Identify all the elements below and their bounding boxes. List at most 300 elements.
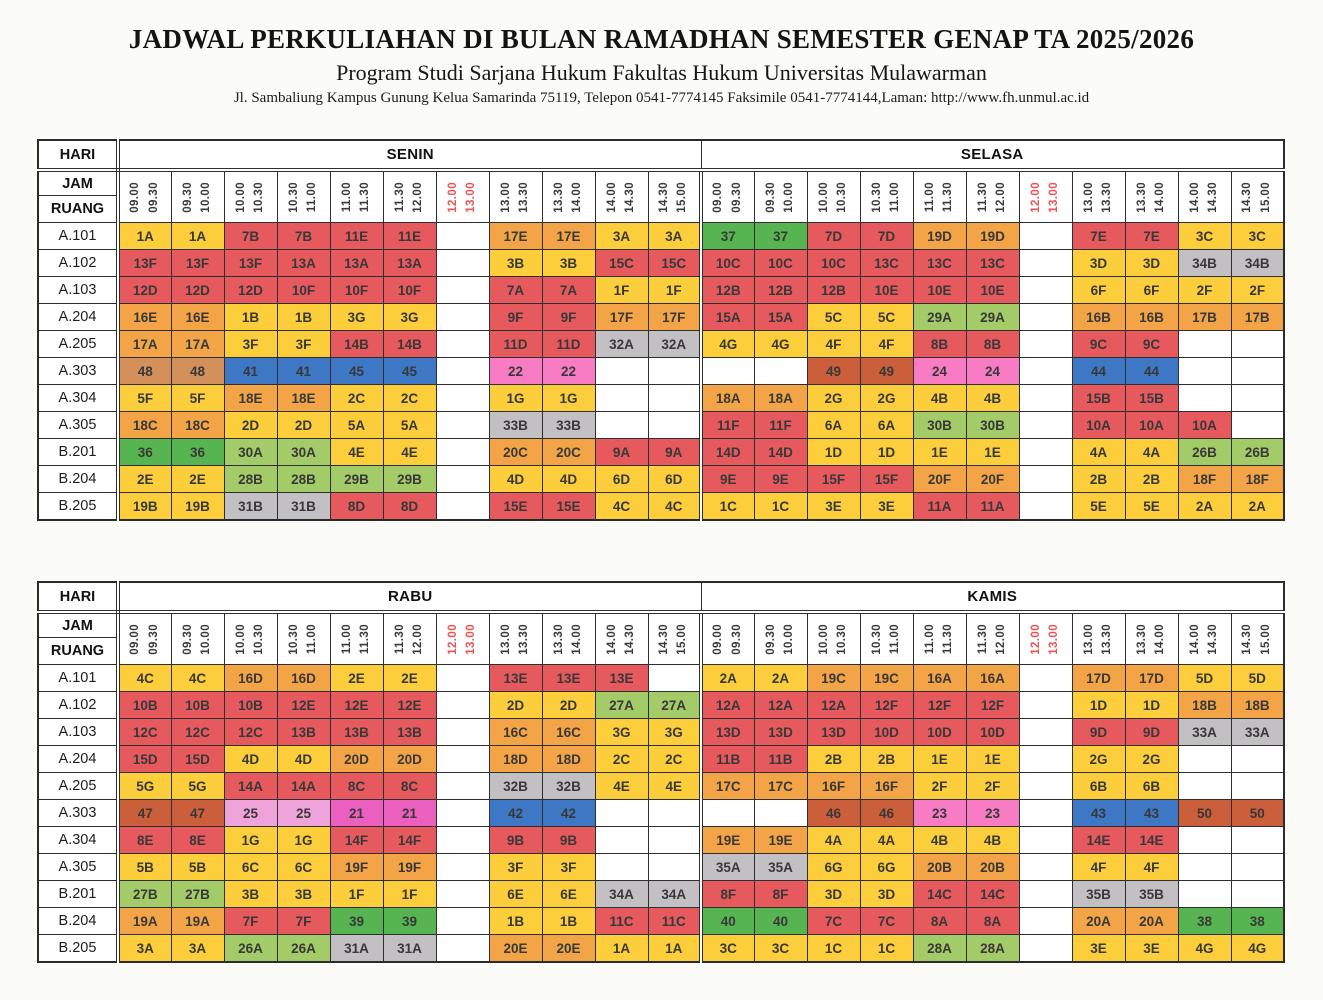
ruang-header: RUANG xyxy=(38,638,118,665)
time-label: 11.30 xyxy=(976,181,989,213)
time-slot-header xyxy=(330,612,383,665)
class-slot: 16D xyxy=(224,665,277,692)
class-slot: 40 xyxy=(701,908,754,935)
schedule-row xyxy=(38,746,1284,773)
class-slot: 3A xyxy=(648,223,701,250)
break-slot xyxy=(436,800,489,827)
class-slot: 1G xyxy=(277,827,330,854)
time-label: 11.00 xyxy=(340,623,353,655)
class-slot: 6B xyxy=(1125,773,1178,800)
time-slot-header xyxy=(383,612,436,665)
class-slot: 19A xyxy=(171,908,224,935)
class-slot: 34B xyxy=(1178,250,1231,277)
class-slot: 10F xyxy=(330,277,383,304)
class-slot: 16A xyxy=(966,665,1019,692)
class-slot: 33B xyxy=(542,412,595,439)
class-slot: 1F xyxy=(648,277,701,304)
time-slot-header xyxy=(330,170,383,223)
class-slot: 22 xyxy=(542,358,595,385)
empty-slot xyxy=(595,412,648,439)
class-slot: 9D xyxy=(1072,719,1125,746)
schedule-row xyxy=(38,493,1284,521)
class-slot: 5E xyxy=(1125,493,1178,521)
class-slot: 33B xyxy=(489,412,542,439)
class-slot: 19B xyxy=(118,493,171,521)
class-slot: 18F xyxy=(1178,466,1231,493)
class-slot: 13E xyxy=(489,665,542,692)
class-slot: 37 xyxy=(754,223,807,250)
class-slot: 14B xyxy=(383,331,436,358)
empty-slot xyxy=(648,827,701,854)
day-header-selasa: SELASA xyxy=(701,140,1284,170)
class-slot: 10D xyxy=(913,719,966,746)
class-slot: 8E xyxy=(118,827,171,854)
class-slot: 2A xyxy=(1231,493,1284,521)
time-label: 11.00 xyxy=(889,623,901,655)
class-slot: 19E xyxy=(754,827,807,854)
class-slot: 7E xyxy=(1072,223,1125,250)
time-slot-header xyxy=(1125,170,1178,223)
class-slot: 1F xyxy=(383,881,436,908)
time-label: 14.00 xyxy=(1188,181,1201,213)
empty-slot xyxy=(1231,854,1284,881)
empty-slot xyxy=(1178,746,1231,773)
class-slot: 17E xyxy=(489,223,542,250)
time-label: 12.00 xyxy=(1029,623,1042,655)
class-slot: 30B xyxy=(966,412,1019,439)
time-label: 09.30 xyxy=(181,181,194,213)
time-label: 10.00 xyxy=(817,623,830,655)
class-slot: 5G xyxy=(171,773,224,800)
class-slot: 12D xyxy=(171,277,224,304)
empty-slot xyxy=(595,385,648,412)
class-slot: 34A xyxy=(648,881,701,908)
class-slot: 10E xyxy=(913,277,966,304)
time-slot-header xyxy=(277,170,330,223)
class-slot: 1G xyxy=(489,385,542,412)
break-slot xyxy=(1019,773,1072,800)
break-slot xyxy=(436,439,489,466)
class-slot: 33A xyxy=(1178,719,1231,746)
time-slot-header xyxy=(807,170,860,223)
class-slot: 28A xyxy=(913,935,966,963)
time-header-row xyxy=(38,612,1284,638)
break-time-header xyxy=(436,612,489,665)
class-slot: 46 xyxy=(807,800,860,827)
time-label: 10.00 xyxy=(783,181,795,213)
class-slot: 17B xyxy=(1178,304,1231,331)
time-label: 13.00 xyxy=(499,181,512,213)
time-label: 13.00 xyxy=(1048,623,1060,655)
class-slot: 1E xyxy=(913,439,966,466)
class-slot: 3E xyxy=(1125,935,1178,963)
class-slot: 8B xyxy=(966,331,1019,358)
class-slot: 2E xyxy=(171,466,224,493)
break-slot xyxy=(436,223,489,250)
class-slot: 1C xyxy=(754,493,807,521)
time-label: 14.30 xyxy=(657,181,670,213)
schedule-row xyxy=(38,466,1284,493)
class-slot: 19D xyxy=(966,223,1019,250)
class-slot: 20C xyxy=(542,439,595,466)
class-slot: 2B xyxy=(860,746,913,773)
class-slot: 17A xyxy=(118,331,171,358)
class-slot: 3D xyxy=(860,881,913,908)
class-slot: 18C xyxy=(118,412,171,439)
class-slot: 1A xyxy=(118,223,171,250)
class-slot: 15C xyxy=(648,250,701,277)
class-slot: 4B xyxy=(966,827,1019,854)
class-slot: 9D xyxy=(1125,719,1178,746)
class-slot: 23 xyxy=(913,800,966,827)
class-slot: 31B xyxy=(277,493,330,521)
class-slot: 1G xyxy=(224,827,277,854)
class-slot: 17B xyxy=(1231,304,1284,331)
class-slot: 19F xyxy=(330,854,383,881)
schedule-row xyxy=(38,331,1284,358)
class-slot: 3A xyxy=(171,935,224,963)
empty-slot xyxy=(595,827,648,854)
time-label: 10.30 xyxy=(870,181,883,213)
class-slot: 4F xyxy=(860,331,913,358)
class-slot: 11E xyxy=(383,223,436,250)
schedule-row xyxy=(38,908,1284,935)
class-slot: 31A xyxy=(383,935,436,963)
program-subtitle: Program Studi Sarjana Hukum Fakultas Hukum Universitas Mulawarman xyxy=(336,60,987,85)
time-label: 10.30 xyxy=(870,623,883,655)
time-slot-header xyxy=(118,612,171,665)
schedule-row xyxy=(38,277,1284,304)
time-label: 09.30 xyxy=(730,181,743,213)
time-slot-header xyxy=(542,170,595,223)
class-slot: 7B xyxy=(277,223,330,250)
class-slot: 17F xyxy=(648,304,701,331)
class-slot: 4A xyxy=(860,827,913,854)
class-slot: 4G xyxy=(1231,935,1284,963)
class-slot: 34B xyxy=(1231,250,1284,277)
class-slot: 7E xyxy=(1125,223,1178,250)
room-label: A.103 xyxy=(38,719,118,746)
break-slot xyxy=(1019,719,1072,746)
class-slot: 1G xyxy=(542,385,595,412)
class-slot: 9C xyxy=(1125,331,1178,358)
room-label: A.304 xyxy=(38,385,118,412)
time-label: 11.30 xyxy=(393,181,406,213)
class-slot: 4A xyxy=(1072,439,1125,466)
class-slot: 9C xyxy=(1072,331,1125,358)
class-slot: 4C xyxy=(118,665,171,692)
class-slot: 27B xyxy=(118,881,171,908)
schedule-tables xyxy=(37,139,1323,963)
class-slot: 17A xyxy=(171,331,224,358)
class-slot: 16E xyxy=(118,304,171,331)
schedule-row xyxy=(38,250,1284,277)
class-slot: 12C xyxy=(224,719,277,746)
schedule-row xyxy=(38,412,1284,439)
class-slot: 2F xyxy=(1231,277,1284,304)
schedule-row xyxy=(38,358,1284,385)
class-slot: 15A xyxy=(701,304,754,331)
break-slot xyxy=(436,881,489,908)
schedule-row xyxy=(38,665,1284,692)
class-slot: 30B xyxy=(913,412,966,439)
class-slot: 3F xyxy=(489,854,542,881)
class-slot: 7D xyxy=(807,223,860,250)
room-label: B.205 xyxy=(38,935,118,963)
class-slot: 45 xyxy=(330,358,383,385)
class-slot: 32A xyxy=(648,331,701,358)
class-slot: 8A xyxy=(913,908,966,935)
class-slot: 17C xyxy=(754,773,807,800)
time-slot-header xyxy=(648,612,701,665)
empty-slot xyxy=(1178,881,1231,908)
class-slot: 12F xyxy=(966,692,1019,719)
class-slot: 50 xyxy=(1231,800,1284,827)
class-slot: 9E xyxy=(701,466,754,493)
class-slot: 12D xyxy=(118,277,171,304)
class-slot: 2F xyxy=(966,773,1019,800)
class-slot: 14F xyxy=(330,827,383,854)
class-slot: 11B xyxy=(701,746,754,773)
break-time-header xyxy=(1019,170,1072,223)
class-slot: 2B xyxy=(1072,466,1125,493)
class-slot: 26B xyxy=(1231,439,1284,466)
time-label: 13.30 xyxy=(1101,181,1113,213)
class-slot: 10F xyxy=(277,277,330,304)
class-slot: 11F xyxy=(701,412,754,439)
class-slot: 35A xyxy=(701,854,754,881)
time-label: 09.30 xyxy=(764,181,777,213)
class-slot: 29B xyxy=(383,466,436,493)
empty-slot xyxy=(1231,412,1284,439)
time-label: 13.30 xyxy=(518,623,530,655)
break-time-header xyxy=(1019,612,1072,665)
break-slot xyxy=(1019,277,1072,304)
class-slot: 9A xyxy=(595,439,648,466)
class-slot: 8B xyxy=(913,331,966,358)
day-header-row xyxy=(38,582,1284,612)
class-slot: 16C xyxy=(489,719,542,746)
class-slot: 14A xyxy=(224,773,277,800)
time-label: 11.30 xyxy=(976,623,989,655)
time-label: 13.30 xyxy=(1135,181,1148,213)
empty-slot xyxy=(1231,773,1284,800)
time-label: 11.00 xyxy=(889,181,901,213)
class-slot: 44 xyxy=(1125,358,1178,385)
class-slot: 9E xyxy=(754,466,807,493)
class-slot: 16B xyxy=(1072,304,1125,331)
class-slot: 20D xyxy=(383,746,436,773)
time-slot-header xyxy=(489,170,542,223)
class-slot: 8C xyxy=(383,773,436,800)
class-slot: 1A xyxy=(595,935,648,963)
class-slot: 10B xyxy=(224,692,277,719)
class-slot: 19D xyxy=(913,223,966,250)
class-slot: 28A xyxy=(966,935,1019,963)
class-slot: 39 xyxy=(383,908,436,935)
class-slot: 40 xyxy=(754,908,807,935)
class-slot: 26A xyxy=(277,935,330,963)
class-slot: 38 xyxy=(1178,908,1231,935)
time-label: 11.00 xyxy=(923,181,936,213)
class-slot: 2C xyxy=(648,746,701,773)
class-slot: 2D xyxy=(489,692,542,719)
break-slot xyxy=(1019,665,1072,692)
class-slot: 16D xyxy=(277,665,330,692)
class-slot: 6B xyxy=(1072,773,1125,800)
break-slot xyxy=(1019,466,1072,493)
class-slot: 29B xyxy=(330,466,383,493)
class-slot: 2G xyxy=(1072,746,1125,773)
time-label: 09.00 xyxy=(129,623,142,655)
time-label: 09.30 xyxy=(764,623,777,655)
schedule-row xyxy=(38,719,1284,746)
class-slot: 12B xyxy=(807,277,860,304)
class-slot: 13C xyxy=(913,250,966,277)
class-slot: 2C xyxy=(330,385,383,412)
time-slot-header xyxy=(118,170,171,223)
empty-slot xyxy=(701,358,754,385)
room-label: B.201 xyxy=(38,881,118,908)
time-label: 13.00 xyxy=(1082,181,1095,213)
class-slot: 27B xyxy=(171,881,224,908)
class-slot: 15A xyxy=(754,304,807,331)
break-slot xyxy=(1019,692,1072,719)
class-slot: 3G xyxy=(330,304,383,331)
empty-slot xyxy=(754,358,807,385)
class-slot: 10F xyxy=(383,277,436,304)
break-slot xyxy=(1019,800,1072,827)
class-slot: 4G xyxy=(1178,935,1231,963)
class-slot: 16E xyxy=(171,304,224,331)
class-slot: 42 xyxy=(542,800,595,827)
break-slot xyxy=(436,250,489,277)
day-header-rabu: RABU xyxy=(118,582,701,612)
class-slot: 1F xyxy=(330,881,383,908)
class-slot: 6C xyxy=(224,854,277,881)
time-slot-header xyxy=(913,170,966,223)
room-label: A.304 xyxy=(38,827,118,854)
class-slot: 20A xyxy=(1072,908,1125,935)
class-slot: 13F xyxy=(224,250,277,277)
empty-slot xyxy=(1231,881,1284,908)
room-label: A.303 xyxy=(38,358,118,385)
class-slot: 15E xyxy=(489,493,542,521)
class-slot: 13F xyxy=(118,250,171,277)
schedule-row xyxy=(38,304,1284,331)
class-slot: 6D xyxy=(648,466,701,493)
class-slot: 1D xyxy=(860,439,913,466)
class-slot: 2G xyxy=(860,385,913,412)
schedule-row xyxy=(38,385,1284,412)
class-slot: 3B xyxy=(277,881,330,908)
class-slot: 20E xyxy=(489,935,542,963)
class-slot: 12A xyxy=(754,692,807,719)
class-slot: 17D xyxy=(1072,665,1125,692)
time-label: 10.30 xyxy=(836,181,848,213)
class-slot: 11E xyxy=(330,223,383,250)
class-slot: 13F xyxy=(171,250,224,277)
time-label: 15.00 xyxy=(1259,623,1272,655)
time-label: 11.00 xyxy=(923,623,936,655)
class-slot: 8D xyxy=(330,493,383,521)
time-label: 13.00 xyxy=(499,623,512,655)
class-slot: 20B xyxy=(913,854,966,881)
break-slot xyxy=(1019,304,1072,331)
class-slot: 11C xyxy=(648,908,701,935)
class-slot: 37 xyxy=(701,223,754,250)
class-slot: 26B xyxy=(1178,439,1231,466)
class-slot: 14A xyxy=(277,773,330,800)
class-slot: 25 xyxy=(224,800,277,827)
class-slot: 10B xyxy=(171,692,224,719)
class-slot: 19A xyxy=(118,908,171,935)
class-slot: 1C xyxy=(807,935,860,963)
class-slot: 19C xyxy=(860,665,913,692)
time-label: 09.00 xyxy=(712,181,725,213)
class-slot: 12B xyxy=(754,277,807,304)
empty-slot xyxy=(648,358,701,385)
class-slot: 48 xyxy=(118,358,171,385)
class-slot: 13D xyxy=(754,719,807,746)
class-slot: 6A xyxy=(807,412,860,439)
time-label: 13.30 xyxy=(1101,623,1113,655)
time-slot-header xyxy=(913,612,966,665)
class-slot: 5F xyxy=(118,385,171,412)
class-slot: 7A xyxy=(542,277,595,304)
class-slot: 20F xyxy=(913,466,966,493)
time-slot-header xyxy=(1178,612,1231,665)
class-slot: 26A xyxy=(224,935,277,963)
room-label: B.201 xyxy=(38,439,118,466)
class-slot: 19F xyxy=(383,854,436,881)
class-slot: 32B xyxy=(542,773,595,800)
class-slot: 13D xyxy=(807,719,860,746)
class-slot: 19C xyxy=(807,665,860,692)
class-slot: 4A xyxy=(1125,439,1178,466)
class-slot: 2E xyxy=(383,665,436,692)
class-slot: 3C xyxy=(1231,223,1284,250)
class-slot: 35B xyxy=(1125,881,1178,908)
room-label: A.205 xyxy=(38,773,118,800)
class-slot: 9F xyxy=(489,304,542,331)
class-slot: 10E xyxy=(966,277,1019,304)
class-slot: 23 xyxy=(966,800,1019,827)
time-slot-header xyxy=(860,170,913,223)
break-slot xyxy=(1019,250,1072,277)
class-slot: 3F xyxy=(542,854,595,881)
class-slot: 21 xyxy=(383,800,436,827)
class-slot: 2D xyxy=(542,692,595,719)
class-slot: 43 xyxy=(1125,800,1178,827)
class-slot: 5C xyxy=(807,304,860,331)
class-slot: 8F xyxy=(701,881,754,908)
class-slot: 15B xyxy=(1125,385,1178,412)
class-slot: 4E xyxy=(383,439,436,466)
class-slot: 9A xyxy=(648,439,701,466)
schedule-row xyxy=(38,935,1284,963)
class-slot: 18E xyxy=(224,385,277,412)
time-label: 09.30 xyxy=(730,623,743,655)
empty-slot xyxy=(595,854,648,881)
schedule-row xyxy=(38,854,1284,881)
time-label: 10.30 xyxy=(287,181,300,213)
class-slot: 1A xyxy=(648,935,701,963)
class-slot: 12D xyxy=(224,277,277,304)
class-slot: 15B xyxy=(1072,385,1125,412)
class-slot: 17F xyxy=(595,304,648,331)
class-slot: 27A xyxy=(648,692,701,719)
